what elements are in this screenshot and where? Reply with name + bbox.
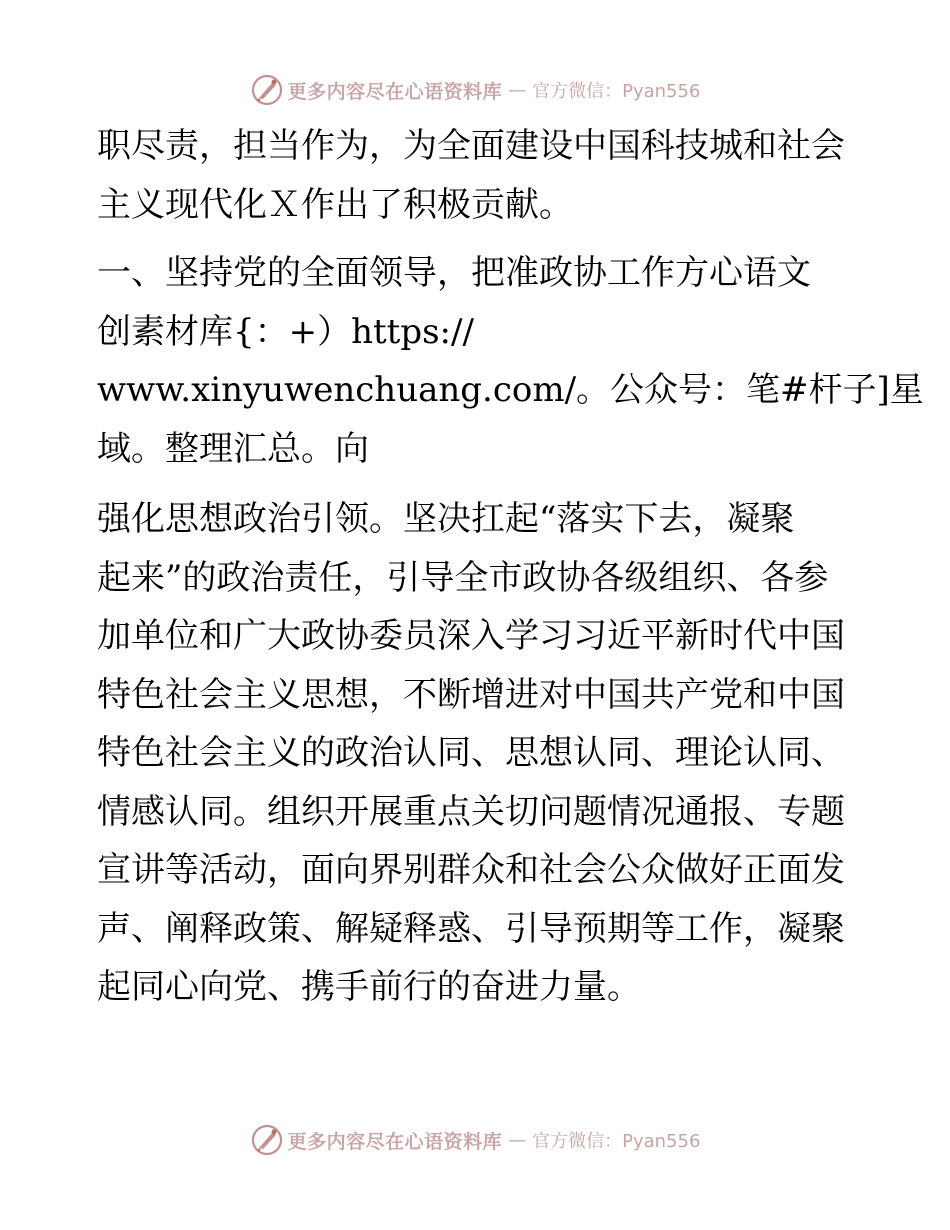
- footer-banner-wechat: 官方微信：Pyan556: [532, 1131, 701, 1152]
- text-line: 特色社会主义思想，不断增进对中国共产党和中国: [97, 674, 845, 715]
- text-line: 强化思想政治引领。坚决扛起“落实下去，凝聚: [97, 499, 795, 539]
- text-line: 加单位和广大政协委员深入学习习近平新时代中国: [97, 616, 845, 656]
- quill-pen-logo-icon: [250, 73, 284, 107]
- header-banner-separator: —: [508, 79, 527, 101]
- paragraph-2-heading: [97, 244, 924, 478]
- document-body: [97, 117, 924, 1017]
- text-line: 创素材库{：+）https://: [97, 311, 474, 352]
- text-line: 特色社会主义的政治认同、思想认同、理论认同、: [97, 733, 845, 773]
- quill-pen-logo-icon: [250, 1123, 284, 1157]
- text-line: 起同心向党、携手前行的奋进力量。: [97, 967, 641, 1007]
- header-banner-text: 更多内容尽在心语资料库: [287, 80, 503, 103]
- text-line: 宣讲等活动，面向界别群众和社会公众做好正面发: [97, 850, 845, 890]
- paragraph-3: [97, 490, 857, 1017]
- text-line: 职尽责，担当作为，为全面建设中国科技城和社会: [97, 126, 845, 166]
- footer-banner-text: 更多内容尽在心语资料库: [287, 1130, 503, 1153]
- header-banner-wechat: 官方微信：Pyan556: [532, 81, 701, 102]
- text-line: 一、坚持党的全面领导，把准政协工作方心语文: [97, 253, 811, 293]
- header-watermark-banner: [0, 72, 950, 108]
- text-line: 情感认同。组织开展重点关切问题情况通报、专题: [97, 791, 845, 832]
- text-line: 主义现代化Ｘ作出了积极贡献。: [97, 184, 573, 225]
- text-line: 域。整理汇总。向: [97, 428, 369, 469]
- paragraph-1: [97, 117, 857, 234]
- text-line: 起来”的政治责任，引导全市政协各级组织、各参: [97, 557, 829, 598]
- footer-watermark-banner: [0, 1122, 950, 1158]
- text-line: 声、阐释政策、解疑释惑、引导预期等工作，凝聚: [97, 908, 845, 949]
- text-line: www.xinyuwenchuang.com/。公众号：笔#杆子]星: [97, 370, 924, 410]
- footer-banner-separator: —: [508, 1129, 527, 1151]
